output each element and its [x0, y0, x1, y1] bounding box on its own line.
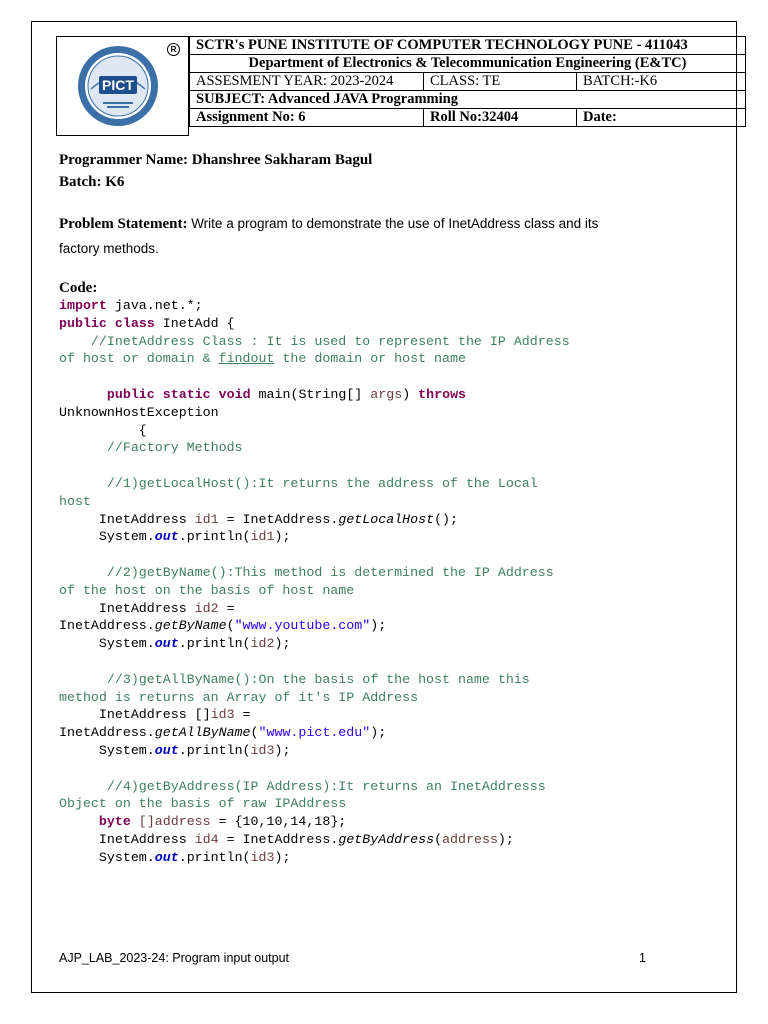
code-variable: id3 [250, 849, 275, 865]
code-text: InetAddress [] [59, 707, 211, 723]
code-keyword: byte [98, 814, 131, 830]
code-text: InetAddress. [59, 618, 155, 634]
code-method: getAllByName [154, 725, 251, 741]
code-text: .println( [178, 849, 251, 865]
code-string: "www.pict.edu" [258, 725, 371, 741]
code-keyword: throws [418, 386, 467, 402]
code-variable: args [370, 386, 403, 402]
institute-logo [77, 45, 159, 127]
code-comment: findout [218, 351, 275, 367]
code-comment: of the host on the basis of host name [59, 582, 355, 598]
code-text: = InetAddress. [218, 511, 339, 527]
programmer-name: Dhanshree Sakharam Bagul [191, 152, 373, 168]
document-header [56, 36, 748, 137]
code-text: ( [434, 831, 443, 847]
code-variable: id1 [194, 511, 219, 527]
code-text: System. [59, 636, 155, 652]
institute-name: SCTR's PUNE INSTITUTE OF COMPUTER TECHNOLOGY PUNE - 411043 [190, 37, 746, 55]
code-comment: //4)getByAddress(IP Address):It returns an InetAddresss [59, 778, 546, 794]
code-comment: of host or domain & [59, 351, 219, 367]
code-text: ); [274, 849, 291, 865]
code-text: .println( [178, 742, 251, 758]
code-comment: //InetAddress Class : It is used to represent the IP Address [59, 333, 570, 349]
code-text: System. [59, 742, 155, 758]
code-comment: Object on the basis of raw IPAddress [59, 796, 347, 812]
code-text: InetAdd { [154, 315, 235, 331]
department-name: Department of Electronics & Telecommunication Engineering (E&TC) [190, 55, 746, 73]
code-text: = [218, 600, 235, 616]
code-comment: host [59, 493, 91, 509]
code-text: .println( [178, 529, 251, 545]
code-field: out [154, 529, 179, 545]
code-comment: //2)getByName():This method is determined the IP Address [59, 564, 554, 580]
code-comment: method is returns an Array of it's IP Address [59, 689, 419, 705]
code-variable: address [154, 814, 211, 830]
code-variable: id2 [250, 636, 275, 652]
code-text: ); [274, 636, 291, 652]
code-text: (); [434, 511, 459, 527]
date-cell: Date: [577, 109, 746, 127]
code-comment: //3)getAllByName():On the basis of the host name this [59, 671, 530, 687]
batch-cell: BATCH:-K6 [577, 73, 746, 91]
problem-statement [59, 216, 598, 233]
code-text: main(String[] [250, 386, 371, 402]
code-keyword: class [114, 315, 155, 331]
code-text [59, 814, 99, 829]
code-text: ( [250, 725, 259, 741]
page-number: 1 [639, 951, 646, 965]
subject-cell: SUBJECT: Advanced JAVA Programming [190, 91, 746, 109]
code-text: System. [59, 529, 155, 545]
code-text: ); [274, 529, 291, 545]
code-variable: [] [130, 814, 155, 830]
header-table [189, 36, 746, 127]
code-text: InetAddress [59, 511, 195, 527]
code-block [59, 297, 570, 867]
code-variable: id3 [250, 742, 275, 758]
code-text: InetAddress [59, 600, 195, 616]
code-text: System. [59, 849, 155, 865]
code-text: InetAddress. [59, 725, 155, 741]
programmer-line [59, 152, 372, 169]
logo-cell [56, 36, 189, 136]
code-variable: id2 [194, 600, 219, 616]
footer-label: AJP_LAB_2023-24: Program input output [59, 951, 290, 965]
code-text: ); [370, 618, 387, 634]
code-method: getByName [154, 618, 227, 634]
code-text: java.net.*; [106, 298, 203, 313]
code-text: InetAddress [59, 831, 195, 847]
code-variable: address [442, 831, 498, 847]
code-variable: id4 [194, 831, 219, 847]
code-field: out [154, 636, 179, 652]
code-field: out [154, 849, 179, 865]
code-text: = {10,10,14,18}; [210, 814, 347, 830]
code-comment: //Factory Methods [59, 440, 243, 456]
problem-text-1: Write a program to demonstrate the use of InetAddress class and its [187, 216, 599, 231]
code-keyword: void [218, 386, 251, 402]
batch-line: Batch: K6 [59, 174, 125, 190]
code-variable: id3 [210, 707, 235, 723]
code-keyword: public [106, 386, 155, 402]
assessment-year: ASSESMENT YEAR: 2023-2024 [190, 73, 424, 91]
code-text: ); [274, 742, 291, 758]
code-text: UnknownHostException [59, 404, 219, 420]
roll-number: Roll No:32404 [424, 109, 577, 127]
logo-text: PICT [102, 77, 134, 93]
programmer-label: Programmer Name: [59, 152, 192, 168]
registered-mark: R [167, 43, 180, 56]
code-text: ); [370, 725, 387, 741]
code-text: .println( [178, 636, 251, 652]
code-string: "www.youtube.com" [234, 618, 371, 634]
code-label: Code: [59, 280, 98, 296]
code-keyword: import [59, 298, 107, 313]
class-cell: CLASS: TE [424, 73, 577, 91]
code-text: = [234, 707, 251, 723]
code-method: getLocalHost [338, 511, 435, 527]
code-comment: //1)getLocalHost():It returns the address of the Local [59, 475, 538, 491]
code-keyword: public [59, 315, 107, 331]
code-comment: the domain or host name [274, 351, 466, 367]
code-text: ); [497, 831, 514, 847]
code-text: ) [402, 386, 411, 402]
code-text: = InetAddress. [218, 831, 339, 847]
code-variable: id1 [250, 529, 275, 545]
problem-label: Problem Statement: [59, 216, 188, 232]
problem-text-2: factory methods. [59, 241, 159, 256]
code-keyword: static [162, 386, 211, 402]
code-text: { [106, 422, 147, 438]
code-method: getByAddress [338, 831, 435, 847]
assignment-number: Assignment No: 6 [190, 109, 424, 127]
code-text: ( [226, 618, 235, 634]
code-field: out [154, 742, 179, 758]
